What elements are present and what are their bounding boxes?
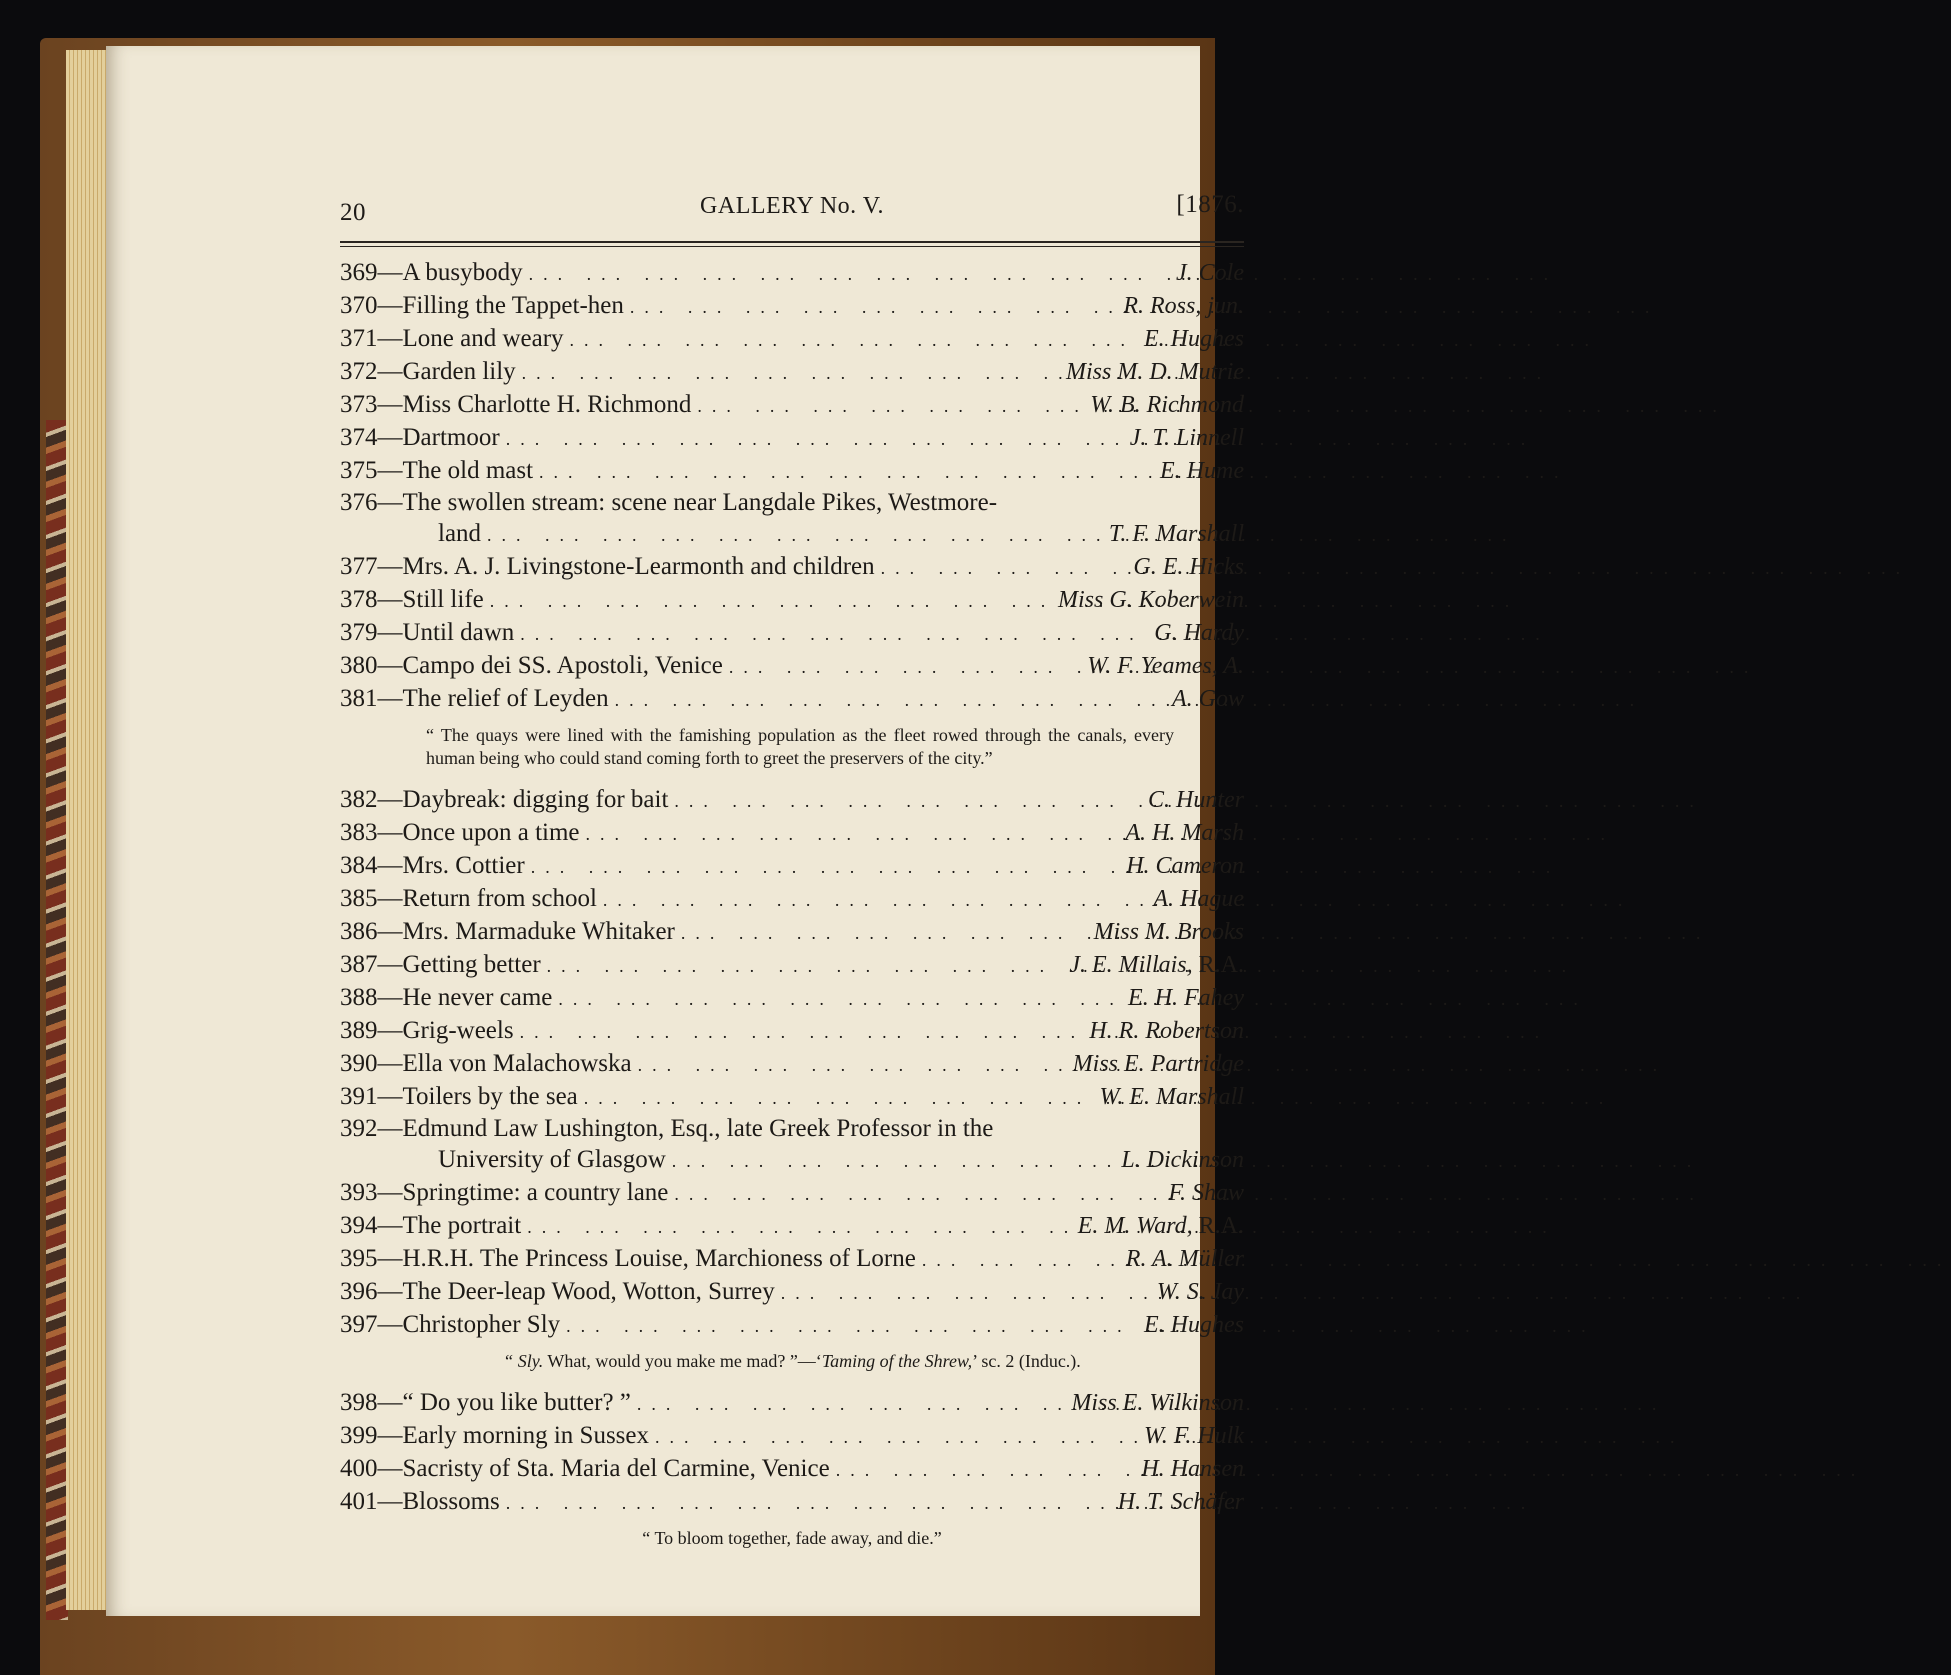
entry-artist: H. R. Robertson <box>1089 1018 1244 1044</box>
leader-dots <box>649 1421 1144 1453</box>
entry-number: 397 <box>340 1311 378 1338</box>
entry-artist-cell <box>1144 323 1244 355</box>
entry-artist-cell <box>1123 290 1244 322</box>
entry-artist-cell <box>1141 1453 1244 1485</box>
entry-number: 392 <box>340 1115 378 1142</box>
entry-number: 374 <box>340 424 378 451</box>
entry-artist: Miss M. D. Mutrie <box>1066 359 1244 385</box>
entry-separator: — <box>377 1422 403 1449</box>
quote-397-play: Taming of the Shrew, <box>821 1351 973 1371</box>
entry-separator: — <box>377 586 403 613</box>
catalogue-entry <box>340 290 1244 323</box>
entry-label <box>340 850 525 882</box>
entry-number: 378 <box>340 586 378 613</box>
entry-separator: — <box>377 984 403 1011</box>
leader-dots <box>541 950 1070 982</box>
entry-label <box>340 949 541 981</box>
entry-separator: — <box>377 358 403 385</box>
entry-number: 380 <box>340 652 378 679</box>
entry-label <box>340 584 484 616</box>
catalogue-entry <box>340 883 1244 916</box>
entry-artist: T. F. Marshall <box>1108 521 1244 547</box>
leader-dots <box>516 357 1066 389</box>
entry-label <box>340 1081 578 1113</box>
entry-artist-cell <box>1090 389 1244 421</box>
entry-label <box>340 683 609 715</box>
leader-dots <box>723 651 1087 683</box>
entry-number: 371 <box>340 325 378 352</box>
entry-artist: Miss G. Koberwein <box>1058 587 1244 613</box>
catalogue-entry <box>340 257 1244 290</box>
page-header <box>340 191 1244 231</box>
catalogue-entry <box>340 650 1244 683</box>
entry-separator: — <box>377 819 403 846</box>
entry-number: 386 <box>340 918 378 945</box>
entry-title: The Deer-leap Wood, Wotton, Surrey <box>402 1278 775 1305</box>
entry-number: 394 <box>340 1212 378 1239</box>
entry-artist-cell <box>1089 1015 1244 1047</box>
entry-artist-cell <box>1133 551 1244 583</box>
entry-label <box>340 422 500 454</box>
entry-artist: E. Hughes <box>1144 326 1244 352</box>
entry-title: Blossoms <box>402 1488 500 1515</box>
entry-separator: — <box>377 259 403 286</box>
entry-artist-cell <box>1172 683 1244 715</box>
entry-number: 377 <box>340 553 378 580</box>
entry-number: 393 <box>340 1179 378 1206</box>
entry-artist: W. B. Richmond <box>1090 392 1244 418</box>
entry-label <box>340 1453 830 1485</box>
entry-artist-cell <box>1144 1309 1244 1341</box>
entry-separator: — <box>377 1311 403 1338</box>
entry-artist: E. M. Ward, <box>1077 1213 1193 1239</box>
leader-dots <box>624 291 1123 323</box>
entry-number: 376 <box>340 489 378 516</box>
entry-title: Campo dei SS. Apostoli, Venice <box>402 652 723 679</box>
catalogue-entry <box>340 422 1244 455</box>
entry-title: The swollen stream: scene near Langdale Pikes, Westmore- <box>402 489 998 516</box>
entry-separator: — <box>377 1212 403 1239</box>
entry-title: Grig-weels <box>402 1017 514 1044</box>
catalogue-entry <box>340 1081 1244 1114</box>
entry-label <box>340 323 564 355</box>
catalogue-entry <box>340 1453 1244 1486</box>
entry-title: Christopher Sly <box>402 1311 561 1338</box>
entry-separator: — <box>377 852 403 879</box>
leader-dots <box>675 917 1094 949</box>
leader-dots <box>533 456 1160 488</box>
entry-artist-title: R.A. <box>1198 1213 1244 1239</box>
catalogue-entry <box>340 488 1244 551</box>
entry-artist: H. Hansen <box>1141 1456 1244 1482</box>
entry-artist: R. A. Müller <box>1125 1246 1244 1272</box>
entry-label <box>340 1177 668 1209</box>
entry-artist: H. Cameron <box>1126 853 1244 879</box>
entry-separator: — <box>377 391 403 418</box>
entry-number: 390 <box>340 1050 378 1077</box>
entry-artist-cell <box>1126 850 1244 882</box>
entry-artist: Miss M. Brooks <box>1093 919 1244 945</box>
entry-number: 399 <box>340 1422 378 1449</box>
leader-dots <box>514 618 1154 650</box>
header-rule <box>340 241 1244 243</box>
entry-label <box>340 1243 916 1275</box>
leader-dots <box>578 1082 1100 1114</box>
entry-artist-cell <box>1157 1276 1244 1308</box>
entry-label <box>340 982 552 1014</box>
entry-label <box>340 1210 521 1242</box>
entry-separator: — <box>377 1115 403 1142</box>
entry-label <box>340 1048 632 1080</box>
entry-artist-cell <box>1058 584 1244 616</box>
entry-number: 379 <box>340 619 378 646</box>
entry-separator: — <box>377 292 403 319</box>
entry-artist-cell <box>1168 1177 1244 1209</box>
leader-dots <box>668 785 1148 817</box>
header-rule-thin <box>340 246 1244 247</box>
entry-artist-cell <box>1154 617 1244 649</box>
entry-line <box>340 488 1244 518</box>
entry-separator: — <box>377 1278 403 1305</box>
catalogue-entry <box>340 916 1244 949</box>
entry-title: Sacristy of Sta. Maria del Carmine, Venice <box>402 1455 830 1482</box>
quote-397-ref: ’ sc. 2 (Induc.). <box>972 1351 1081 1371</box>
entry-artist: Miss E. Wilkinson <box>1071 1390 1244 1416</box>
entry-artist-cell <box>1144 1420 1244 1452</box>
leader-dots <box>597 884 1153 916</box>
entry-artist-cell <box>1125 817 1244 849</box>
entry-separator: — <box>377 553 403 580</box>
entry-artist-title: R.A. <box>1198 952 1244 978</box>
entries-list <box>340 1387 1244 1519</box>
leader-dots <box>481 519 1109 551</box>
entry-artist: W. E. Marshall <box>1099 1084 1244 1110</box>
catalogue-entry <box>340 1243 1244 1276</box>
leader-dots <box>484 585 1058 617</box>
catalogue-entry <box>340 1048 1244 1081</box>
entry-title: Garden lily <box>402 358 516 385</box>
entry-separator: — <box>377 918 403 945</box>
entry-artist-cell <box>1148 784 1244 816</box>
entry-artist: Miss E. Partridge <box>1072 1051 1244 1077</box>
leader-dots <box>775 1277 1157 1309</box>
entry-label <box>340 1387 631 1419</box>
leader-dots <box>560 1310 1144 1342</box>
entry-title: Until dawn <box>402 619 515 646</box>
entry-artist: G. Hardy <box>1154 620 1244 646</box>
catalogue-entry <box>340 1210 1244 1243</box>
entry-artist: A. Hague <box>1153 886 1244 912</box>
entry-title: Daybreak: digging for bait <box>402 786 669 813</box>
entry-label <box>340 784 668 816</box>
catalogue-entry <box>340 1015 1244 1048</box>
entry-title: Mrs. Marmaduke Whitaker <box>402 918 675 945</box>
entry-number: 383 <box>340 819 378 846</box>
entry-label <box>340 1309 560 1341</box>
entries-list <box>340 257 1244 716</box>
entry-number: 375 <box>340 457 378 484</box>
entry-number: 391 <box>340 1083 378 1110</box>
entry-number: 400 <box>340 1455 378 1482</box>
entry-artist: R. Ross, jun. <box>1123 293 1244 319</box>
entry-title: Dartmoor <box>402 424 500 451</box>
entry-number: 381 <box>340 685 378 712</box>
leader-dots <box>564 324 1144 356</box>
entry-artist: L. Dickinson <box>1121 1147 1244 1173</box>
entry-separator: — <box>377 1488 403 1515</box>
page-content <box>340 191 1244 1564</box>
entry-artist: C. Hunter <box>1148 787 1244 813</box>
leader-dots <box>525 851 1127 883</box>
catalogue-entry <box>340 784 1244 817</box>
entry-artist-cell <box>1073 1048 1244 1080</box>
entry-number: 401 <box>340 1488 378 1515</box>
entry-number: 384 <box>340 852 378 879</box>
entry-separator: — <box>377 489 403 516</box>
entry-separator: — <box>377 1050 403 1077</box>
entry-number: 372 <box>340 358 378 385</box>
entry-artist: F. Shaw <box>1168 1180 1244 1206</box>
entry-title: A busybody <box>402 259 523 286</box>
entry-title-continued: land <box>438 520 482 547</box>
entry-artist-cell <box>1078 1210 1244 1242</box>
entry-artist-cell <box>1069 949 1244 981</box>
quote-401: “ To bloom together, fade away, and die.” <box>642 1528 942 1548</box>
entry-title: Springtime: a country lane <box>402 1179 669 1206</box>
catalogue-entry <box>340 584 1244 617</box>
entry-artist: A. Gow <box>1172 686 1244 712</box>
entry-separator: — <box>377 1179 403 1206</box>
entry-label <box>340 617 514 649</box>
entry-separator: — <box>377 685 403 712</box>
entry-artist: J. Cole <box>1176 260 1244 286</box>
entry-separator: — <box>377 652 403 679</box>
entry-label <box>340 817 580 849</box>
entry-label <box>340 356 516 388</box>
entry-artist: E. Hughes <box>1144 1312 1244 1338</box>
catalogue-entry <box>340 982 1244 1015</box>
entry-label <box>340 290 624 322</box>
leader-dots <box>500 1487 1118 1519</box>
entry-number: 388 <box>340 984 378 1011</box>
entry-artist: A. H. Marsh <box>1125 820 1244 846</box>
entry-number: 382 <box>340 786 378 813</box>
entry-title: The relief of Leyden <box>402 685 609 712</box>
entry-title: Edmund Law Lushington, Esq., late Greek Professor in the <box>402 1115 994 1142</box>
entry-separator: — <box>377 951 403 978</box>
catalogue-entry <box>340 455 1244 488</box>
entry-title: Once upon a time <box>402 819 580 846</box>
entry-artist: W. F. Yeames, A. <box>1087 653 1244 679</box>
leader-dots <box>609 684 1172 716</box>
page-title: GALLERY No. V. <box>700 193 884 219</box>
entry-artist-cell <box>1176 257 1244 289</box>
leader-dots <box>631 1388 1071 1420</box>
leader-dots <box>580 818 1126 850</box>
entry-artist-cell <box>1118 1486 1244 1518</box>
leader-dots <box>875 552 1134 584</box>
entry-label <box>340 916 675 948</box>
entry-label <box>340 389 691 421</box>
entry-title: The portrait <box>402 1212 522 1239</box>
entry-label <box>340 551 875 583</box>
entry-artist-cell <box>1126 1243 1244 1275</box>
entry-artist: W. S. Jay <box>1156 1279 1244 1305</box>
entry-artist-cell <box>1128 982 1244 1014</box>
entry-separator: — <box>377 1455 403 1482</box>
entry-separator: — <box>377 1245 403 1272</box>
catalogue-entry <box>340 617 1244 650</box>
entry-number: 369 <box>340 259 378 286</box>
leader-dots <box>691 390 1090 422</box>
entry-number: 396 <box>340 1278 378 1305</box>
leader-dots <box>830 1454 1142 1486</box>
page-year: [1876. <box>1176 191 1244 218</box>
entry-separator: — <box>377 1017 403 1044</box>
catalogue-entry <box>340 551 1244 584</box>
entry-artist: W. F. Hulk <box>1143 1423 1244 1449</box>
entry-title: Miss Charlotte H. Richmond <box>402 391 692 418</box>
entry-number: 387 <box>340 951 378 978</box>
entry-title: The old mast <box>402 457 534 484</box>
entry-number: 389 <box>340 1017 378 1044</box>
entry-separator: — <box>377 619 403 646</box>
entry-title: Return from school <box>402 885 597 912</box>
entry-line <box>340 518 1244 551</box>
entry-artist-cell <box>1153 883 1244 915</box>
leader-dots <box>521 1211 1078 1243</box>
catalogue-entry <box>340 1309 1244 1342</box>
entry-title: Mrs. Cottier <box>402 852 525 879</box>
leader-dots <box>514 1016 1090 1048</box>
quote-397 <box>340 1350 1244 1373</box>
quote-381: “ The quays were lined with the famishing population as the fleet rowed through the canals, every human being who could stand coming forth to greet the preservers of the city.” <box>426 725 1174 768</box>
quote-397-speaker: “ Sly. <box>503 1351 544 1371</box>
entry-title: Toilers by the sea <box>402 1083 578 1110</box>
catalogue-page <box>106 46 1244 1616</box>
entry-artist-cell <box>1130 422 1244 454</box>
entry-label <box>340 650 723 682</box>
entry-separator: — <box>377 786 403 813</box>
entry-number: 370 <box>340 292 378 319</box>
entry-artist: E. Hume <box>1160 458 1244 484</box>
entry-label <box>340 883 597 915</box>
entry-artist-cell <box>1094 916 1244 948</box>
page-number: 20 <box>340 199 366 226</box>
leader-dots <box>632 1049 1073 1081</box>
catalogue-entry <box>340 323 1244 356</box>
entry-artist-cell <box>1071 1387 1244 1419</box>
entry-separator: — <box>377 325 403 352</box>
leader-dots <box>666 1145 1122 1177</box>
leader-dots <box>500 423 1130 455</box>
entry-title: Ella von Malachowska <box>402 1050 632 1077</box>
entry-label <box>340 1420 649 1452</box>
entry-number: 398 <box>340 1389 378 1416</box>
entry-title: Filling the Tappet-hen <box>402 292 624 319</box>
catalogue-entry <box>340 1420 1244 1453</box>
entry-title-continued: University of Glasgow <box>438 1146 666 1173</box>
entry-title: Getting better <box>402 951 541 978</box>
entry-label <box>340 1276 775 1308</box>
catalogue-entry <box>340 1486 1244 1519</box>
catalogue-entry <box>340 1114 1244 1177</box>
entry-title: He never came <box>402 984 553 1011</box>
catalogue-entry <box>340 1387 1244 1420</box>
entry-separator: — <box>377 1083 403 1110</box>
entry-number: 395 <box>340 1245 378 1272</box>
entry-label <box>340 1486 500 1518</box>
leader-dots <box>552 983 1128 1015</box>
leader-dots <box>523 258 1176 290</box>
entry-line <box>340 1114 1244 1144</box>
quote-397-text: What, would you make me mad? ”—‘ <box>547 1351 822 1371</box>
entry-title: Early morning in Sussex <box>402 1422 650 1449</box>
catalogue-entry <box>340 949 1244 982</box>
catalogue-entry <box>340 850 1244 883</box>
entry-title: “ Do you like butter? ” <box>402 1389 631 1416</box>
entry-artist-cell <box>1100 1081 1244 1113</box>
entry-number: 373 <box>340 391 378 418</box>
entry-separator: — <box>377 424 403 451</box>
entries-list <box>340 784 1244 1342</box>
entry-title: Still life <box>402 586 484 613</box>
entry-label <box>340 455 533 487</box>
entry-title: Mrs. A. J. Livingstone-Learmonth and children <box>402 553 875 580</box>
entry-title: H.R.H. The Princess Louise, Marchioness of Lorne <box>402 1245 916 1272</box>
entry-number: 385 <box>340 885 378 912</box>
leader-dots <box>916 1244 1126 1276</box>
catalogue-entry <box>340 356 1244 389</box>
entry-separator: — <box>377 1389 403 1416</box>
catalogue-entry <box>340 1177 1244 1210</box>
entry-artist: H. T. Schäfer <box>1117 1489 1244 1515</box>
entry-artist-cell <box>1160 455 1244 487</box>
leader-dots <box>668 1178 1168 1210</box>
catalogue-entry <box>340 817 1244 850</box>
marbled-edge <box>46 420 68 1620</box>
entry-artist: E. H. Fahey <box>1128 985 1244 1011</box>
catalogue-entry <box>340 389 1244 422</box>
entry-label <box>340 257 523 289</box>
entry-separator: — <box>377 457 403 484</box>
entry-artist: J. T. Linnell <box>1129 425 1244 451</box>
entry-artist-cell <box>1087 650 1244 682</box>
entry-separator: — <box>377 885 403 912</box>
catalogue-entry <box>340 1276 1244 1309</box>
entry-artist: J. E. Millais, <box>1069 952 1193 978</box>
entry-artist: G. E. Hicks <box>1133 554 1244 580</box>
entry-label <box>340 1015 514 1047</box>
entry-artist-cell <box>1066 356 1244 388</box>
catalogue-entry <box>340 683 1244 716</box>
entry-line <box>340 1144 1244 1177</box>
entry-title: Lone and weary <box>402 325 564 352</box>
